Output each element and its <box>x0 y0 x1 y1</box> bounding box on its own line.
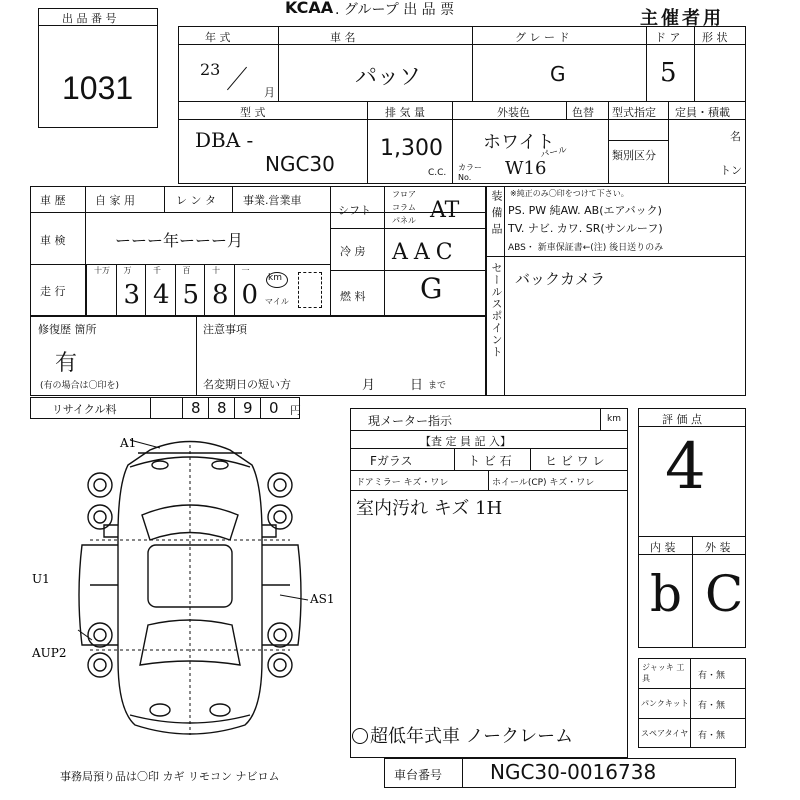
history-label: 車 歴 <box>40 194 66 207</box>
car-name-label: 車 名 <box>330 31 356 44</box>
model-label: 型 式 <box>240 106 266 119</box>
lot-number-label: 出 品 番 号 <box>62 12 117 25</box>
shape-label: 形 状 <box>702 31 728 44</box>
shift-options: フロア コラム パネル <box>392 190 416 225</box>
puncture-kit-label: パンクキット <box>641 699 689 708</box>
deadline-month: 月 <box>362 378 376 393</box>
repair-history-label: 修復歴 箇所 <box>38 323 97 336</box>
crack-label: ヒ ビ ワ レ <box>545 454 605 468</box>
year-value: 23 <box>200 60 221 79</box>
interior-grade: b <box>650 565 683 623</box>
lot-number: 1031 <box>62 70 134 106</box>
form-title: . グループ 出 品 票 <box>335 2 455 18</box>
mileage-digit-3: 5 <box>182 280 200 310</box>
name-change-deadline-label: 名変期日の短い方 <box>203 378 291 391</box>
equipment-note: ※純正のみ〇印をつけて下さい。 <box>510 189 629 198</box>
repair-history-value: 有 <box>55 351 78 376</box>
doors-label: ド ア <box>655 31 681 44</box>
color-label: 外装色 <box>497 106 530 119</box>
wheel-label: ホイール(CP) キズ・ワレ <box>492 478 595 488</box>
puncture-kit-value: 有・無 <box>698 701 726 711</box>
mileage-unit-4: 十 <box>212 266 220 275</box>
recycle-digit-1: 8 <box>217 399 227 417</box>
inspection-label: 車 検 <box>40 234 66 247</box>
mirror-label: ドアミラー キズ・ワレ <box>356 478 449 488</box>
lot-number-box <box>38 8 158 128</box>
color-value: ホワイト <box>483 132 555 153</box>
rental-label: レ ン タ <box>176 194 216 207</box>
repair-history-note: (有の場合は〇印を) <box>40 381 120 391</box>
year-label: 年 式 <box>205 31 231 44</box>
km-label: km <box>268 273 282 283</box>
year-month-unit: 月 <box>264 86 275 99</box>
model-prefix: DBA - <box>195 128 254 152</box>
mileage-unit-1: 万 <box>123 266 132 275</box>
displacement-value: 1,300 <box>380 136 443 161</box>
exterior-label: 外 装 <box>705 541 731 554</box>
spare-tire-label: スペアタイヤ <box>641 729 689 738</box>
equipment-line-3: ABS・ 新車保証書←(注) 後日送りのみ <box>508 243 664 253</box>
mileage-digit-5: 0 <box>241 280 259 310</box>
caution-label: 注意事項 <box>203 323 247 336</box>
recycle-fee-label: リサイクル料 <box>52 403 117 416</box>
mark-a1: A1 <box>120 436 137 450</box>
mileage-unit-5: 一 <box>241 266 250 275</box>
business-use-label: 事業.営業車 <box>243 194 302 207</box>
chip-label: ト ビ 石 <box>468 454 512 468</box>
recycle-digit-3: 0 <box>269 399 279 417</box>
equipment-line-1: PS. PW 純AW. AB(エアバック) <box>508 204 662 217</box>
sales-point-value: バックカメラ <box>515 270 606 288</box>
equipment-side-label: 装 備 品 <box>490 190 503 235</box>
exterior-grade: C <box>705 565 744 623</box>
model-designation-label: 型式指定 <box>612 106 656 119</box>
auction-logo: KCAA <box>285 0 334 17</box>
organizer-label: 主催者用 <box>640 8 724 29</box>
mileage-unit-3: 百 <box>182 266 191 275</box>
shift-value: AT <box>430 198 460 223</box>
score-value: 4 <box>665 430 706 504</box>
windshield-label: Fガラス <box>370 454 413 468</box>
grade-value: G <box>550 62 566 86</box>
fuel-label: 燃 料 <box>340 290 366 303</box>
ac-value: AAC <box>392 240 459 265</box>
interior-label: 内 装 <box>650 541 676 554</box>
grade-label: グ レ ー ド <box>515 31 570 44</box>
car-damage-diagram <box>30 425 350 760</box>
mile-label: マイル <box>265 297 289 306</box>
mileage-digit-2: 4 <box>153 280 170 310</box>
jack-label: ジャッキ 工 具 <box>642 663 685 683</box>
mark-as1: AS1 <box>310 592 335 606</box>
mileage-digit-1: 3 <box>123 280 141 310</box>
equipment-line-2: TV. ナビ. カワ. SR(サンルーフ) <box>508 222 663 235</box>
car-name-value: パッソ <box>355 65 422 90</box>
deadline-suffix: まで <box>428 381 447 391</box>
mark-aup2: AUP2 <box>32 646 67 660</box>
sales-point-label: セールスポイント <box>490 262 503 358</box>
recycle-digit-2: 9 <box>243 399 253 417</box>
capacity-unit-tons: トン <box>720 164 742 177</box>
recycle-unit: 円 <box>290 404 301 417</box>
shift-label: シフト <box>338 204 371 217</box>
ac-label: 冷 房 <box>340 245 366 258</box>
capacity-label: 定員・積載 <box>675 106 730 119</box>
deadline-day: 日 <box>410 378 424 393</box>
color-note: パール <box>539 145 568 161</box>
inspector-section-label: 【査 定 員 記 入】 <box>420 435 511 448</box>
capacity-unit-persons: 名 <box>730 130 741 143</box>
color-no-value: W16 <box>505 158 547 179</box>
mileage-label: 走 行 <box>40 285 66 298</box>
category-label: 類別区分 <box>612 149 656 162</box>
score-label: 評 価 点 <box>662 413 702 426</box>
model-value: NGC30 <box>265 152 335 176</box>
inspector-comment-1: 室内汚れ キズ 1H <box>356 498 503 519</box>
doors-value: 5 <box>660 58 677 88</box>
color-change-label: 色替 <box>572 106 594 119</box>
private-use-label: 自 家 用 <box>95 194 135 207</box>
mileage-unit-0: 十万 <box>94 266 110 275</box>
jack-value: 有・無 <box>698 671 726 681</box>
inspection-value: ーーー年ーーー月 <box>115 231 244 250</box>
mileage-digit-4: 8 <box>212 280 229 310</box>
custody-note: 事務局預り品は〇印 カギ リモコン ナビロム <box>60 770 280 783</box>
mileage-unit-2: 千 <box>153 266 161 275</box>
color-no-label: カラー No. <box>458 163 482 182</box>
displacement-unit: C.C. <box>428 168 447 178</box>
fuel-value: G <box>420 272 443 305</box>
chassis-label: 車台番号 <box>394 768 443 782</box>
mark-u1: U1 <box>32 572 50 586</box>
meter-unit: km <box>607 414 621 424</box>
recycle-digit-0: 8 <box>191 399 201 417</box>
chassis-value: NGC30-0016738 <box>490 760 657 784</box>
inspector-comment-2: 超低年式車 ノークレーム <box>370 726 574 747</box>
displacement-label: 排 気 量 <box>385 106 425 119</box>
meter-label: 現メーター指示 <box>368 414 453 428</box>
spare-tire-value: 有・無 <box>698 731 726 741</box>
